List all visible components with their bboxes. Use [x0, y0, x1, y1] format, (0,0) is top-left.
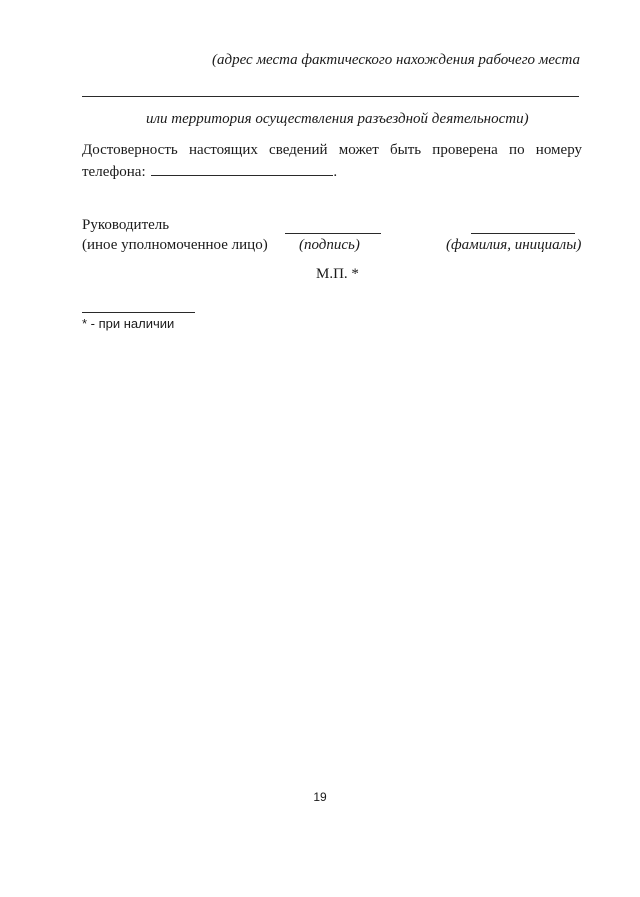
- signature-caption: (подпись): [299, 237, 360, 253]
- verification-text: Достоверность настоящих сведений может быть проверена по номеру: [82, 142, 582, 158]
- footnote-text: * - при наличии: [82, 316, 175, 331]
- verification-paragraph: [82, 140, 582, 183]
- name-line: [471, 233, 575, 234]
- phone-blank-field: [151, 161, 333, 176]
- page-number: 19: [313, 790, 327, 804]
- address-field-line: [82, 96, 579, 97]
- name-caption: (фамилия, инициалы): [446, 237, 582, 253]
- head-sub-label: (иное уполномоченное лицо): [82, 237, 268, 253]
- footnote-separator: [82, 312, 195, 313]
- head-label: Руководитель: [82, 217, 170, 233]
- phone-line-end: .: [333, 164, 338, 180]
- phone-label: телефона:: [82, 164, 146, 180]
- phone-line: [82, 161, 582, 183]
- signature-line: [285, 233, 381, 234]
- address-caption-top: (адрес места фактического нахождения рабочего места: [212, 52, 581, 68]
- stamp-place-label: М.П. *: [316, 266, 359, 282]
- address-caption-bottom: или территория осуществления разъездной деятельности): [146, 111, 529, 127]
